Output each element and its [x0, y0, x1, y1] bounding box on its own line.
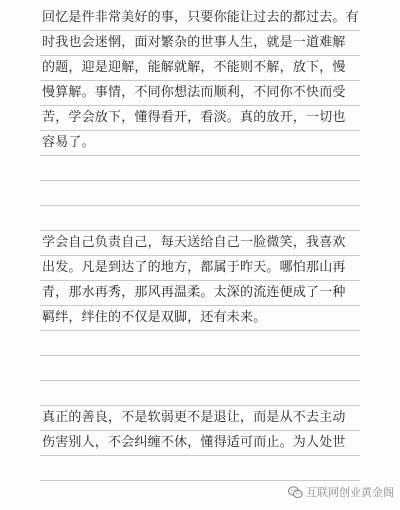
text-line: 伤害别人，不会纠缠不休，懂得适可而止。为人处世	[40, 431, 360, 456]
wechat-icon	[288, 486, 303, 499]
empty-ruled-line	[40, 356, 360, 381]
text-line: 容易了。	[40, 131, 360, 156]
text-line: 学会自己负责自己，每天送给自己一脸微笑，我喜欢	[40, 231, 360, 256]
text-line: 回忆是件非常美好的事，只要你能让过去的都过去。有	[40, 6, 360, 31]
text-line: 的题，迎是迎解，能解就解，不能则不解，放下，慢	[40, 56, 360, 81]
empty-ruled-line	[40, 206, 360, 231]
text-line: 真正的善良，不是软弱更不是退让，而是从不去主动	[40, 406, 360, 431]
empty-ruled-line	[40, 331, 360, 356]
text-line: 苦，学会放下，懂得看开，看淡。真的放开，一切也	[40, 106, 360, 131]
watermark	[288, 484, 394, 500]
empty-ruled-line	[40, 456, 360, 481]
text-line: 青，那水再秀，那风再温柔。太深的流连便成了一种	[40, 281, 360, 306]
empty-ruled-line	[40, 381, 360, 406]
text-line: 慢算解。事情，不同你想法而顺利，不同你不快而受	[40, 81, 360, 106]
handwritten-text-sheet	[40, 6, 360, 481]
text-line: 出发。凡是到达了的地方，都属于昨天。哪怕那山再	[40, 256, 360, 281]
watermark-text: 互联网创业黄金阁	[306, 486, 394, 499]
empty-ruled-line	[40, 156, 360, 181]
text-line: 时我也会迷惘，面对繁杂的世事人生，就是一道难解	[40, 31, 360, 56]
empty-ruled-line	[40, 181, 360, 206]
text-line: 羁绊，绊住的不仅是双脚，还有未来。	[40, 306, 360, 331]
